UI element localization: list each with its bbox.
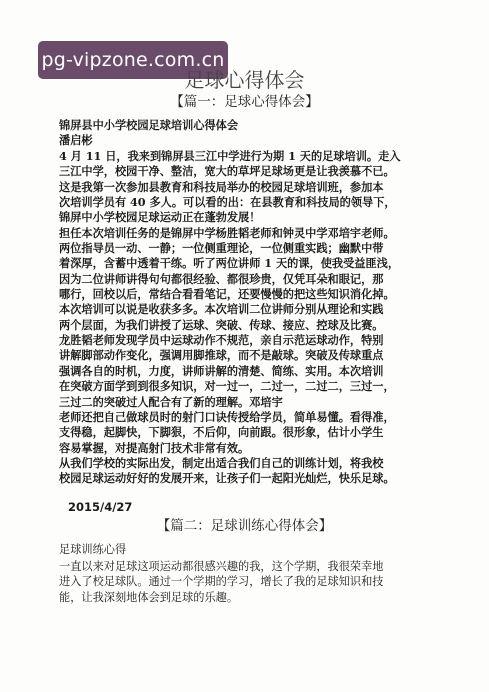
section-1-date: 2015/4/27 [68, 500, 133, 514]
paragraph-line: 这是我第一次参加县教育和科技局举办的校园足球培训班，参加本 [59, 179, 384, 194]
paragraph-line: 容易掌握，对提高射门技术非常有效。 [59, 440, 250, 455]
paragraph-line: 本次培训可以说是收获多多。本次培训二位讲师分别从理论和实践 [59, 302, 384, 317]
paragraph-line: 着深厚，含蓄中透着干练。听了两位讲师 1 天的课，使我受益匪浅， [59, 256, 400, 271]
section-2-header [59, 542, 439, 557]
paragraph-line: 4 月 11 日，我来到锦屏县三江中学进行为期 1 天的足球培训。走入 [59, 149, 401, 163]
paragraph-line: 从我们学校的实际出发，制定出适合我们自己的训练计划，将我校 [59, 455, 384, 470]
paragraph-line: 强调各自的时机，力度，讲师讲解的清楚、简练、实用。本次培训 [59, 363, 384, 378]
watermark-banner: pg-vipzone.com.cn [38, 41, 228, 79]
paragraph-line: 老师还把自己做球员时的射门口诀传授给学员，简单易懂。看得准， [59, 409, 395, 424]
section-heading-1: 【篇一：足球心得体会】 [170, 94, 319, 110]
paragraph-line: 因为二位讲师讲得句句都很经验、都很珍贵，仅凭耳朵和眼记，那 [59, 271, 384, 286]
paragraph-line: 三江中学，校园干净、整洁，宽大的草坪足球场更是让我羡慕不已。 [59, 164, 395, 179]
paragraph-line: 在突破方面学到到很多知识，对一过一，二过一，二过二，三过一， [59, 379, 395, 394]
paragraph-line: 次培训学员有 40 多人。可以看的出：在县教育和科技局的领导下， [59, 195, 396, 210]
paragraph-line: 讲解脚部动作变化，强调用脚推球，而不是敲球。突破及传球重点 [59, 348, 384, 363]
section-2-body [59, 559, 439, 605]
section-1-body [59, 149, 439, 487]
paragraph-line: 一直以来对足球这项运动都很感兴趣的我，这个学期，我很荣幸地 [59, 560, 384, 573]
paragraph-line: 哪行，回校以后，常结合看看笔记，还要慢慢的把这些知识消化掉。 [59, 287, 395, 302]
paragraph-line: 能，让我深刻地体会到足球的乐趣。 [59, 590, 239, 604]
section-1-author: 潘启彬 [59, 133, 93, 148]
paragraph-line: 支得稳，起脚快，下脚狠，不后仰，向前跟。很形象，估计小学生 [59, 425, 384, 440]
paragraph-line: 龙胜韬老师发现学员中运球动作不规范，亲自示范运球动作，特别 [59, 333, 384, 348]
paragraph-line: 校园足球运动好好的发展开来，让孩子们一起阳光灿烂，快乐足球。 [59, 471, 395, 486]
document-title: 足球心得体会 [184, 68, 305, 92]
paragraph-line: 进入了校足球队。通过一个学期的学习，增长了我的足球知识和技 [59, 575, 384, 589]
paragraph-line: 两个层面，为我们讲授了运球、突破、传球、接应、控球及比赛。 [59, 317, 384, 332]
paragraph-line: 担任本次培训任务的是锦屏中学杨胜韬老师和钟灵中学邓培宇老师。 [59, 225, 395, 240]
paragraph-line: 锦屏中小学校园足球运动正在蓬勃发展！ [59, 210, 261, 225]
section-2-subtitle: 足球训练心得 [59, 543, 127, 556]
paragraph-line: 两位指导员一动、一静；一位侧重理论，一位侧重实践；幽默中带 [59, 241, 384, 256]
section-1-subtitle: 锦屏县中小学校园足球培训心得体会 [59, 118, 239, 132]
paragraph-line: 三过二的突破过人配合有了新的理解。邓培宇 [59, 394, 283, 409]
section-heading-2: 【篇二：足球训练心得体会】 [156, 518, 333, 534]
section-1-header [59, 118, 439, 149]
